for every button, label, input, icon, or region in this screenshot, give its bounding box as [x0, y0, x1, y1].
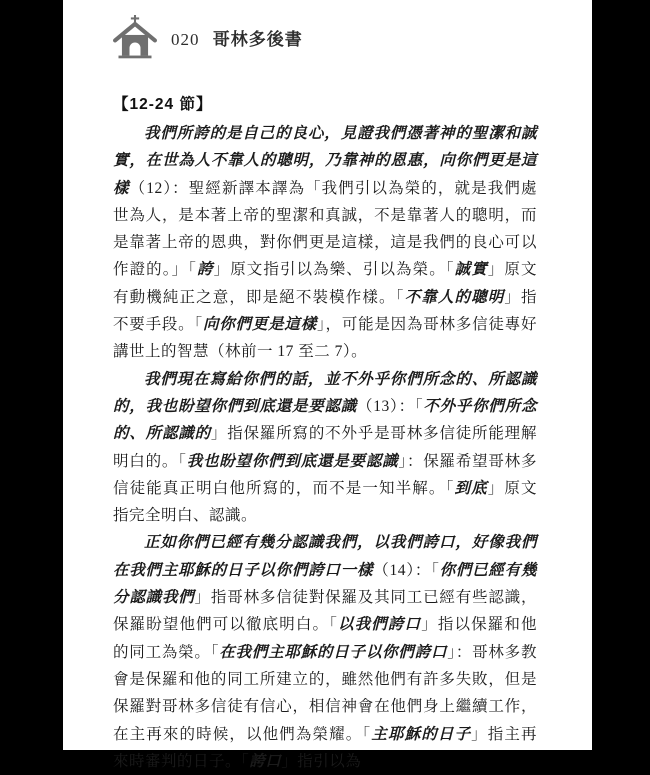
commentary-paragraphs	[113, 120, 537, 775]
header-text	[171, 25, 303, 50]
commentary-text: 」，可能是因為哥林多信徒專好講世上的智慧（林前一 17 至二 7）。	[113, 316, 537, 361]
section-heading: 【12-24 節】	[113, 96, 213, 113]
verse-text: 正如你們已經有幾分認識我們，以我們誇口，好像我們在我們主耶穌的日子以你們誇口一樣	[113, 534, 537, 579]
commentary-text: 」指引以為	[281, 752, 362, 770]
verse-text: 不外乎你們所念的、所認識的	[113, 397, 537, 443]
commentary-text: 」指哥林多信徒對保羅及其同工已經有些認識，保羅盼望他們可以徹底明白。「	[113, 589, 537, 634]
verse-text: 向你們更是這樣	[202, 316, 317, 334]
verse-text: 我們所誇的是自己的良心，見證我們憑著神的聖潔和誠實，在世為人不靠人的聰明，乃靠神的恩惠，向你們更是這樣	[113, 125, 537, 197]
verse-text: 以我們誇口	[338, 616, 422, 634]
verse-text: 誇口	[249, 752, 282, 770]
page-header	[113, 12, 537, 62]
verse-text: 誇	[197, 261, 214, 279]
commentary-text: 」指不要手段。「	[113, 288, 537, 334]
commentary-text: 」原文指引以為樂、引以為榮。「	[213, 261, 455, 279]
verse-text: 主耶穌的日子	[371, 725, 472, 743]
verse-text: 到底	[454, 479, 488, 497]
commentary-text: （13）：「	[357, 397, 424, 415]
commentary-text: 」：哥林多教會是保羅和他的同工所建立的，雖然他們有許多失敗，但是保羅對哥林多信徒有信心，相信神會在他們身上繼續工作，在主再來的時候，以他們為榮耀。「	[113, 643, 537, 743]
verse-text: 你們已經有幾分認識我們	[113, 561, 537, 607]
commentary-text: 」指以保羅和他的同工為榮。「	[113, 616, 537, 661]
commentary-text: 」原文有動機純正之意，即是絕不裝模作樣。「	[113, 261, 537, 306]
commentary-text: 」：保羅希望哥林多信徒能真正明白他所寫的，而不是一知半解。「	[113, 452, 537, 497]
commentary-text: （14）：「	[373, 561, 440, 579]
verse-text: 不靠人的聰明	[404, 288, 505, 306]
page-content	[113, 92, 537, 775]
verse-text: 我們現在寫給你們的話，並不外乎你們所念的、所認識的，我也盼望你們到底還是要認識	[113, 370, 537, 415]
commentary-paragraph	[113, 366, 537, 530]
verse-text: 我也盼望你們到底還是要認識	[186, 452, 399, 470]
book-title: 哥林多後書	[212, 29, 303, 49]
page-number: 020	[171, 29, 200, 49]
commentary-text: 」指主再來時審判的日子。「	[113, 725, 537, 770]
church-icon	[113, 14, 157, 60]
verse-text: 在我們主耶穌的日子以你們誇口	[219, 643, 448, 661]
book-page	[63, 0, 592, 770]
commentary-text: 」指保羅所寫的不外乎是哥林多信徒所能理解明白的。「	[113, 425, 537, 470]
commentary-paragraph	[113, 120, 537, 366]
commentary-text: 」原文指完全明白、認識。	[113, 479, 537, 525]
commentary-paragraph	[113, 529, 537, 775]
commentary-text: （12）：聖經新譯本譯為「我們引以為榮的，就是我們處世為人，是本著上帝的聖潔和真誠，不是靠著人的聰明，而是靠著上帝的恩典，對你們更是這樣，這是我們的良心可以作證的。」「	[113, 179, 537, 279]
verse-text: 誠實	[454, 261, 488, 279]
